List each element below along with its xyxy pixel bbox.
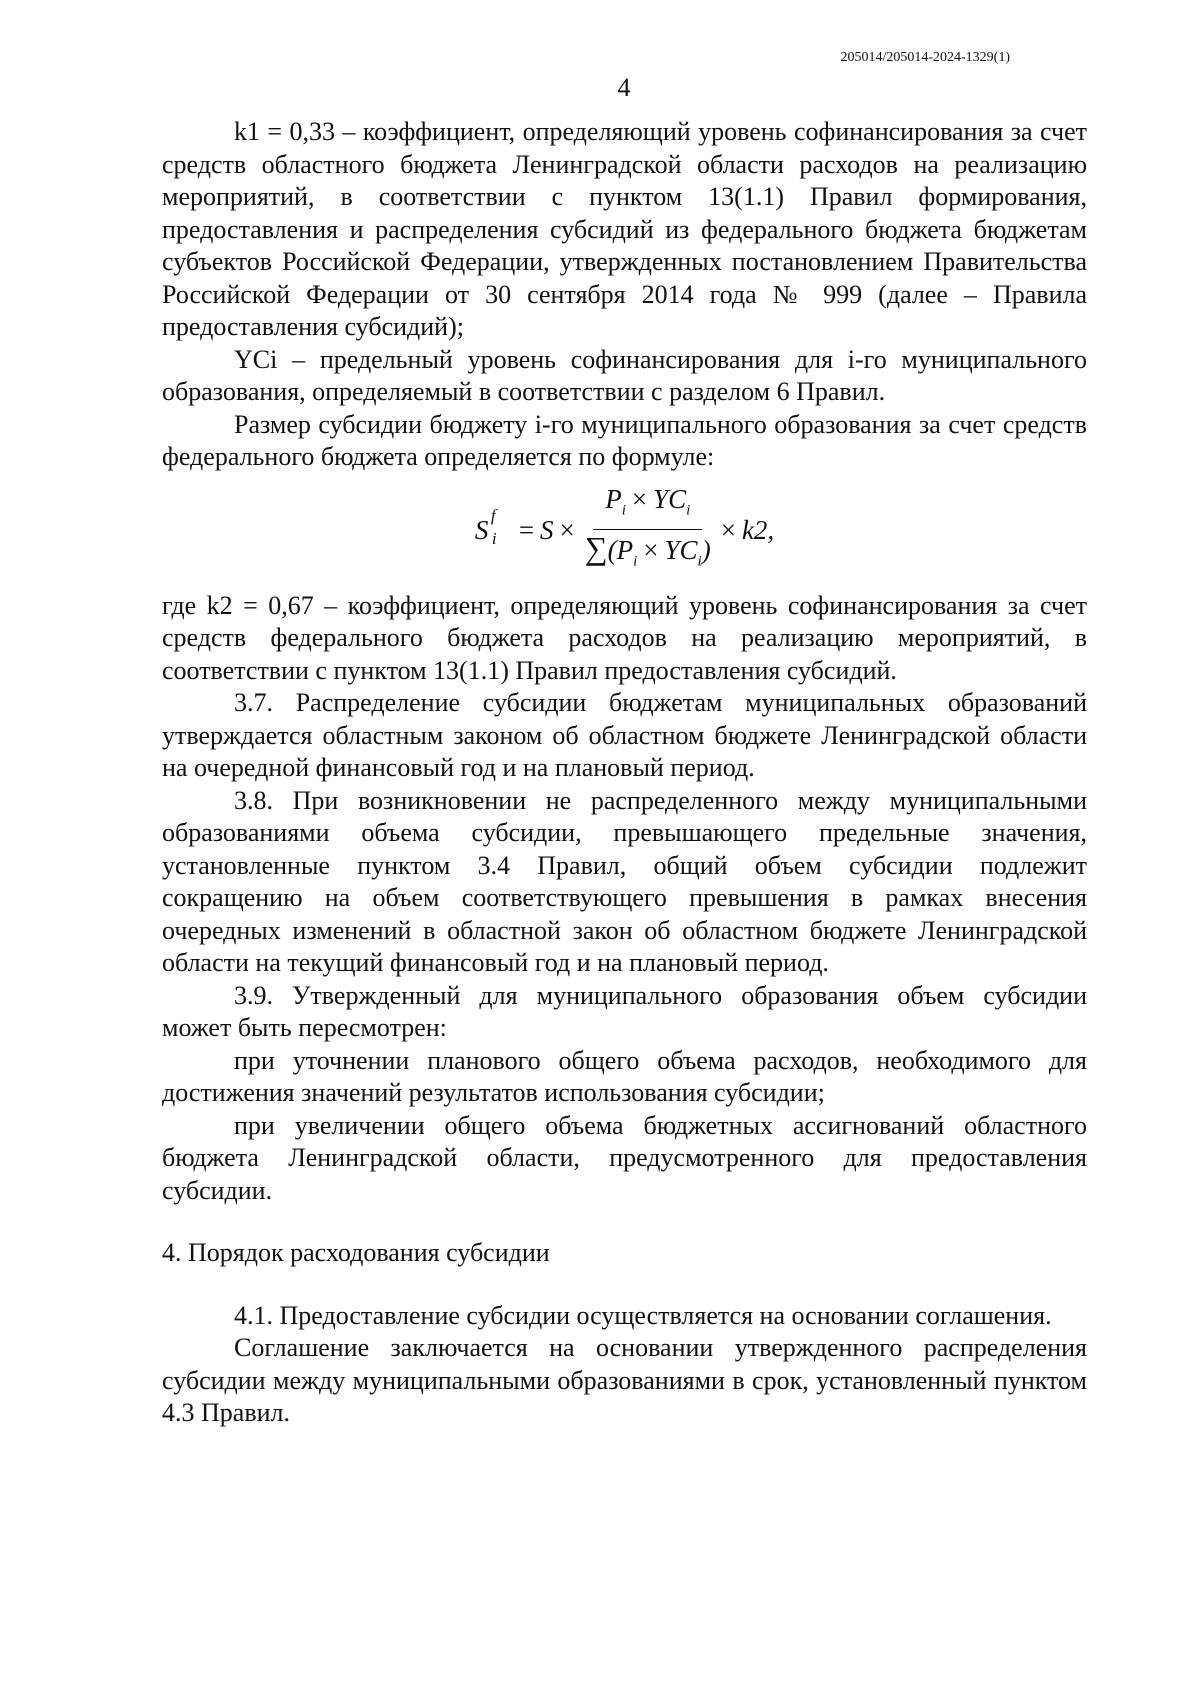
paragraph-agreement: Соглашение заключается на основании утвержденного распределения субсидии между муниципальными образованиями в срок, установленный пунктом 4.3 Правил. [162, 1333, 1087, 1427]
paragraph-k1: k1 = 0,33 – коэффициент, определяющий уровень софинансирования за счет средств областного бюджета Ленинградской области расходов на реализацию мероприятий, в соответствии с пунктом 13(1.1) Правил формирования, предоставления и распределения субсидий из федерального бюджета бюджетам субъектов Российской Федерации, утвержденных постановлением Правительства Российской Федерации от 30 сентября 2014 года № 999 (далее – Правила предоставления субсидий); [162, 117, 1087, 341]
paragraph-4-1: 4.1. Предоставление субсидии осуществляется на основании соглашения. [234, 1300, 1052, 1330]
document-id: 205014/205014-2024-1329(1) [840, 50, 1010, 65]
page-number: 4 [617, 73, 631, 102]
paragraph-yci: YCi – предельный уровень софинансирования для i-го муниципального образования, определяемый в соответствии с разделом 6 Правил. [162, 344, 1087, 406]
paragraph-3-7: 3.7. Распределение субсидии бюджетам муниципальных образований утверждается областным законом об областном бюджете Ленинградской области на очередной финансовый год и на плановый период. [162, 688, 1087, 782]
paragraph-subsidy-size: Размер субсидии бюджету i-го муниципального образования за счет средств федерального бюджета определяется по формуле: [162, 409, 1087, 471]
paragraph-k2: где k2 = 0,67 – коэффициент, определяющий уровень софинансирования за счет средств федерального бюджета расходов на реализацию мероприятий, в соответствии с пунктом 13(1.1) Правил предоставления субсидий. [162, 590, 1087, 685]
formula-times: × [559, 515, 575, 546]
formula-fraction [585, 483, 711, 578]
paragraph-3-9-item-2: при увеличении общего объема бюджетных ассигнований областного бюджета Ленинградской области, предусмотренного для предоставления субсидии. [162, 1110, 1087, 1205]
formula-times-2: × [720, 515, 736, 546]
paragraph-3-9-item-1: при уточнении планового общего объема расходов, необходимого для достижения значений результатов использования субсидии; [162, 1045, 1087, 1107]
formula-denominator: $\sum(P_i \times YC_i)$ [584, 530, 711, 570]
formula-numerator: $P_i \times YC_i$ [593, 483, 702, 530]
formula-lhs: S f i [474, 506, 497, 549]
formula-equals: = [518, 515, 535, 546]
formula-s: S [540, 515, 554, 546]
paragraph-3-8: 3.8. При возникновении не распределенного между муниципальными образованиями объема субсидии, превышающего предельные значения, установленные пунктом 3.4 Правил, общий объем субсидии подлежит сокращению на объем соответствующего превышения в рамках внесения очередных изменений в областной закон об областном бюджете Ленинградской области на текущий финансовый год и на плановый период. [162, 785, 1087, 977]
paragraph-3-9: 3.9. Утвержденный для муниципального образования объем субсидии может быть пересмотрен: [162, 980, 1087, 1042]
formula-k2: k2, [741, 515, 775, 546]
document-body [162, 116, 1087, 1430]
section-heading: 4. Порядок расходования субсидии [162, 1238, 550, 1267]
subsidy-formula [162, 482, 1087, 580]
